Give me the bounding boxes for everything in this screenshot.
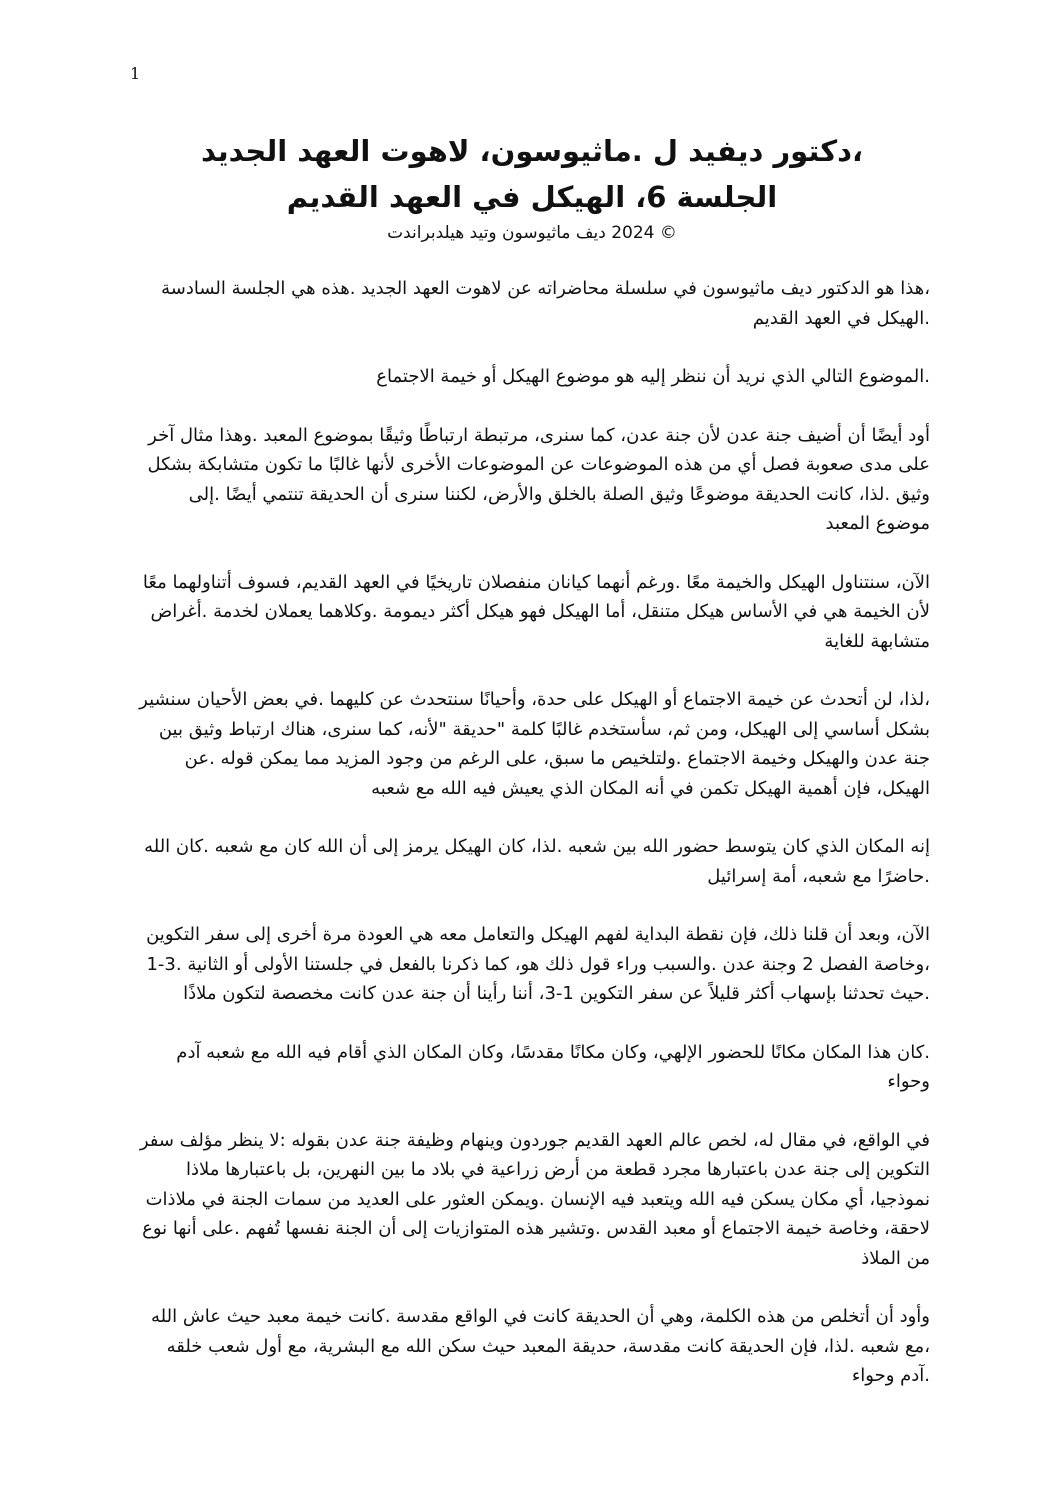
paragraph-5: ،لذا، لن أتحدث عن خيمة الاجتماع أو الهيكل على حدة، وأحيانًا سنتحدث عن كليهما .في بعض الأحيان سنشير بشكل أساسي إلى الهيكل، ومن ثم، سأستخدم غالبًا كلمة "حديقة "لأنه، كما سنرى، هناك ارتباط وثيق بين جنة عدن والهيكل وخيمة الاجتماع .ولتلخيص ما سبق، على الرغم من وجود المزيد مما يمكن قوله .عن الهيكل، فإن أهمية الهيكل تكمن في أنه المكان الذي يعيش فيه الله مع شعبه [139, 689, 930, 799]
title-block [134, 128, 930, 244]
paragraph-8: .كان هذا المكان مكانًا للحضور الإلهي، وكان مكانًا مقدسًا، وكان المكان الذي أقام فيه الله مع شعبه آدم وحواء [176, 1041, 930, 1092]
paragraph-4: الآن، سنتناول الهيكل والخيمة معًا .ورغم أنهما كيانان منفصلان تاريخيًا في العهد القديم، فسوف أتناولهما معًا لأن الخيمة هي في الأساس هيكل متنقل، أما الهيكل فهو هيكل أكثر ديمومة .وكلاهما يعملان لخدمة .أغراض متشابهة للغاية [142, 571, 930, 652]
paragraph-1: ،هذا هو الدكتور ديف ماثيوسون في سلسلة محاضراته عن لاهوت العهد الجديد .هذه هي الجلسة السادسة .الهيكل في العهد القديم [161, 278, 930, 329]
paragraph-3: أود أيضًا أن أضيف جنة عدن لأن جنة عدن، كما سنرى، مرتبطة ارتباطًا وثيقًا بموضوع المعبد .وهذا مثال آخر على مدى صعوبة فصل أي من هذه الموضوعات عن الموضوعات الأخرى لأنها غالبًا ما تكون متشابكة بشكل وثيق .لذا، كانت الحديقة موضوعًا وثيق الصلة بالخلق والأرض، لكننا سنرى أن الحديقة تنتمي أيضًا .إلى موضوع المعبد [147, 424, 930, 534]
copyright-notice: © 2024 ديف ماثيوسون وتيد هيلدبراندت [387, 223, 677, 243]
paragraph-7: الآن، وبعد أن قلنا ذلك، فإن نقطة البداية لفهم الهيكل والتعامل معه هي العودة مرة أخرى إلى سفر التكوين ،وخاصة الفصل 2 وجنة عدن .والسبب وراء قول ذلك هو، كما ذكرنا بالفعل في جلستنا الأولى أو الثانية .3-1 .حيث تحدثنا بإسهاب أكثر قليلاً عن سفر التكوين 1-3، أننا رأينا أن جنة عدن كانت مخصصة لتكون ملاذًا [146, 924, 930, 1004]
paragraph-6: إنه المكان الذي كان يتوسط حضور الله بين شعبه .لذا، كان الهيكل يرمز إلى أن الله كان مع شعبه .كان الله .حاضرًا مع شعبه، أمة إسرائيل [144, 836, 930, 887]
paragraph-10: وأود أن أتخلص من هذه الكلمة، وهي أن الحديقة كانت في الواقع مقدسة .كانت خيمة معبد حيث عاش الله ،مع شعبه .لذا، فإن الحديقة كانت مقدسة، حديقة المعبد حيث سكن الله مع البشرية، مع أول شعب خلقه .آدم وحواء [151, 1306, 930, 1386]
document-title-line-2: الجلسة 6، الهيكل في العهد القديم [286, 180, 778, 214]
page-number: 1 [130, 64, 141, 83]
document-title-line-1: ،دكتور ديفيد ل .ماثيوسون، لاهوت العهد الجديد [201, 134, 863, 168]
paragraph-9: في الواقع، في مقال له، لخص عالم العهد القديم جوردون وينهام وظيفة جنة عدن بقوله :لا ينظر مؤلف سفر التكوين إلى جنة عدن باعتبارها مجرد قطعة من أرض زراعية في بلاد ما بين النهرين، بل باعتبارها ملاذا نموذجيا، أي مكان يسكن فيه الله ويتعبد فيه الإنسان .ويمكن العثور على العديد من سمات الجنة في ملاذات لاحقة، وخاصة خيمة الاجتماع أو معبد القدس .وتشير هذه المتوازيات إلى أن الجنة نفسها تُفهم .على أنها نوع من الملاذ [139, 1129, 930, 1269]
document-body [134, 128, 930, 1420]
paragraph-2: .الموضوع التالي الذي نريد أن ننظر إليه هو موضوع الهيكل أو خيمة الاجتماع [376, 366, 930, 387]
